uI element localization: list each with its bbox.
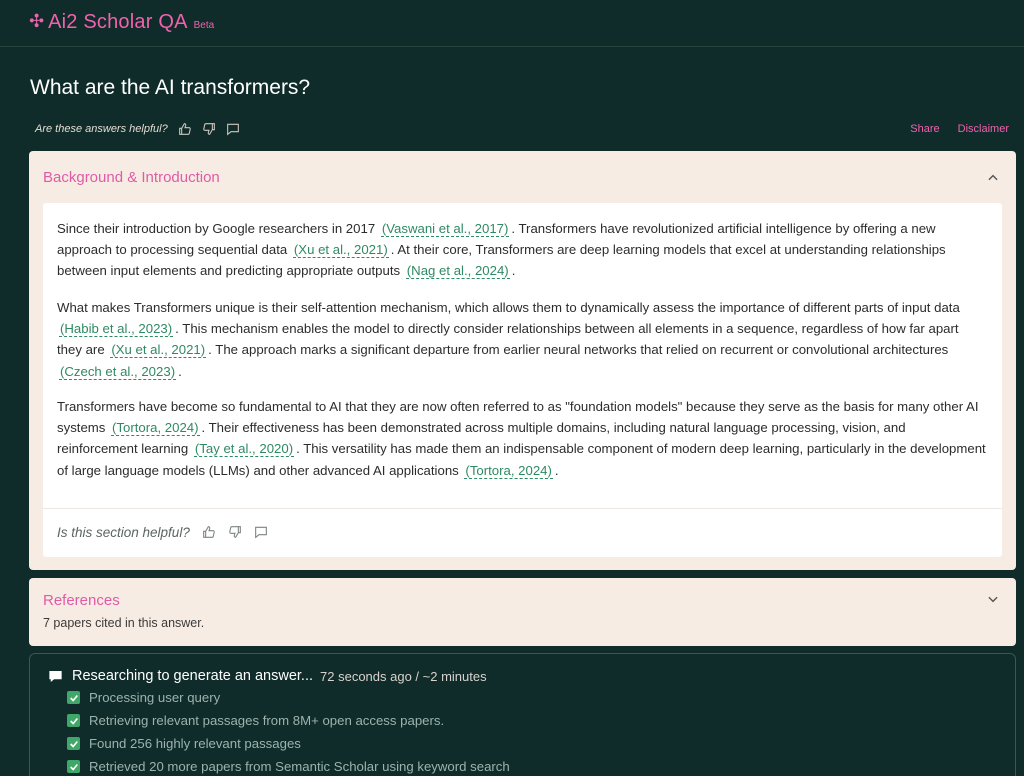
paragraph-text: What makes Transformers unique is their self-attention mechanism, which allows them to dynamically assess the importance of different parts of input data [57, 300, 960, 315]
paragraph-text: . Their effectiveness has been demonstrated across multiple domains, including natural language processing, vision, and reinforcement learning [57, 420, 906, 457]
step-label: Retrieving relevant passages from 8M+ open access papers. [89, 713, 445, 728]
progress-title: Researching to generate an answer... [72, 668, 314, 684]
progress-time: 72 seconds ago / ~2 minutes [320, 668, 487, 684]
checkbox-checked-icon [67, 691, 80, 704]
paragraph-text: . At their core, Transformers are deep learning models that excel at understanding relationships between input elements and predicting appropriate outputs [57, 242, 946, 279]
research-progress-panel [29, 653, 1016, 776]
paragraph-text: . Transformers have revolutionized artificial intelligence by offering a new approach to processing sequential data [57, 221, 936, 258]
paragraph-text: . [511, 263, 516, 279]
section-title[interactable]: Background & Introduction [43, 169, 220, 186]
top-bar [0, 0, 1024, 47]
paragraph-text: . This versatility has made them an indispensable component of modern deep learning, particularly in the development of large language models (LLMs) and other advanced AI applications [57, 441, 986, 478]
paragraph-text: . [178, 363, 182, 379]
thumbs-down-icon[interactable] [226, 523, 244, 541]
progress-step [67, 690, 220, 705]
citation[interactable]: (Xu et al., 2021) [293, 242, 388, 258]
section-title[interactable]: References [43, 592, 120, 609]
step-label: Found 256 highly relevant passages [89, 736, 301, 751]
sparkle-logo-icon: ✣ [29, 11, 45, 31]
checkbox-checked-icon [67, 760, 80, 773]
section-content [43, 203, 1002, 557]
citation[interactable]: (Tortora, 2024) [465, 462, 552, 478]
section-references [29, 578, 1016, 646]
top-links [910, 123, 1009, 135]
paragraph-text: . [554, 462, 559, 478]
section-feedback-row [57, 523, 270, 541]
thumbs-up-icon[interactable] [176, 120, 194, 138]
disclaimer-link[interactable]: Disclaimer [957, 123, 1009, 135]
paragraph-text: . The approach marks a significant departure from earlier neural networks that relied on recurrent or convolutional architectures [208, 342, 949, 358]
chevron-up-icon[interactable] [986, 171, 1000, 185]
comment-icon[interactable] [224, 120, 242, 138]
section-feedback-prompt: Is this section helpful? [57, 524, 190, 540]
brand-logo[interactable] [29, 11, 214, 34]
citation[interactable]: (Vaswani et al., 2017) [381, 221, 509, 236]
comment-icon[interactable] [252, 523, 270, 541]
progress-step [67, 759, 510, 774]
checkbox-checked-icon [67, 714, 80, 727]
question-title: What are the AI transformers? [30, 76, 311, 99]
paragraph-text: . This mechanism enables the model to directly consider relationships between all elements in a sequence, regardless of how far apart they are [57, 321, 959, 358]
paragraph-2 [57, 297, 987, 382]
paragraph-3 [57, 396, 987, 481]
citation[interactable]: (Nag et al., 2024) [406, 263, 509, 279]
answer-feedback-row [35, 120, 242, 138]
thumbs-down-icon[interactable] [200, 120, 218, 138]
progress-step [67, 713, 444, 728]
citation[interactable]: (Xu et al., 2021) [111, 342, 206, 358]
share-link[interactable]: Share [910, 123, 940, 135]
step-label: Processing user query [89, 690, 221, 705]
references-count: 7 papers cited in this answer. [43, 616, 205, 630]
paragraph-1 [57, 218, 987, 282]
citation[interactable]: (Czech et al., 2023) [60, 363, 176, 379]
citation[interactable]: (Tay et al., 2020) [194, 441, 294, 457]
chevron-down-icon[interactable] [986, 592, 1000, 606]
beta-badge: Beta [193, 20, 215, 31]
citation[interactable]: (Habib et al., 2023) [60, 321, 173, 337]
section-background-introduction [29, 151, 1016, 570]
step-label: Retrieved 20 more papers from Semantic Scholar using keyword search [89, 759, 510, 774]
paragraph-text: Since their introduction by Google researchers in 2017 [57, 221, 376, 236]
paragraph-text: Transformers have become so fundamental to AI that they are now often referred to as "foundation models" because they serve as the basis for many other AI systems [57, 399, 979, 436]
progress-step [67, 736, 301, 751]
thumbs-up-icon[interactable] [200, 523, 218, 541]
progress-header [47, 668, 487, 684]
brand-name: Ai2 Scholar QA [48, 11, 188, 33]
citation[interactable]: (Tortora, 2024) [112, 420, 199, 436]
checkbox-checked-icon [67, 737, 80, 750]
chat-bubble-icon [47, 669, 64, 684]
divider [43, 508, 1002, 509]
feedback-prompt: Are these answers helpful? [35, 123, 168, 135]
